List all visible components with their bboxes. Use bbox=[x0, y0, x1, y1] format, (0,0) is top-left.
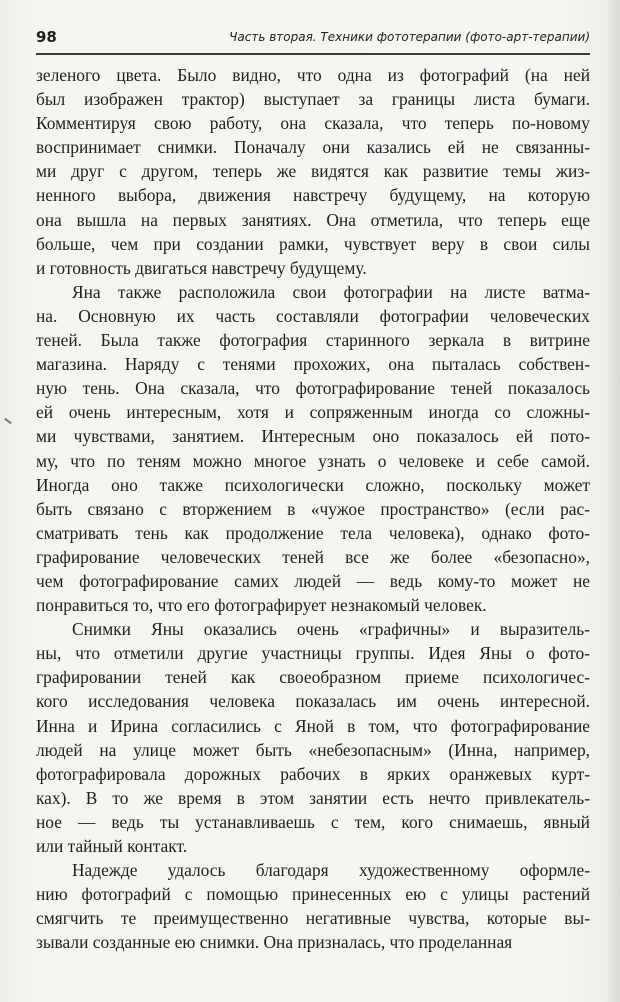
text-line: магазина. Наряду с тенями прохожих, она пыталась собствен- bbox=[36, 354, 590, 375]
text-line: ны, что отметили другие участницы группы. Идея Яны о фото- bbox=[36, 643, 590, 664]
text-line: ми друг с другом, теперь же видятся как развитие темы жиз- bbox=[36, 161, 590, 182]
text-line: Снимки Яны оказались очень «графичны» и выразитель- bbox=[72, 619, 590, 640]
text-line: Комментируя свою работу, она сказала, что теперь по-новому bbox=[36, 113, 590, 134]
text-line: Надежде удалось благодаря художественному оформле- bbox=[72, 860, 590, 881]
text-line: му, что по теням можно многое узнать о человеке и себе самой. bbox=[36, 450, 590, 471]
text-line: и готовность двигаться навстречу будущему. bbox=[36, 257, 367, 278]
text-line: больше, чем при создании рамки, чувствует веру в свои силы bbox=[36, 233, 590, 254]
text-line: Иногда оно также психологически сложно, поскольку может bbox=[36, 474, 590, 495]
paragraph bbox=[36, 617, 590, 858]
text-line: понравиться то, что его фотографирует незнакомый человек. bbox=[36, 595, 487, 616]
paragraph bbox=[36, 858, 590, 954]
paragraph bbox=[36, 280, 590, 617]
text-line: ное — ведь ты устанавливаешь с тем, кого снимаешь, явный bbox=[36, 811, 590, 832]
text-line: зеленого цвета. Было видно, что одна из фотографий (на ней bbox=[36, 65, 590, 85]
text-line: она вышла на первых занятиях. Она отметила, что теперь еще bbox=[36, 209, 590, 230]
text-line: быть связано с вторжением в «чужое пространство» (если рас- bbox=[36, 498, 590, 519]
text-line: графировании теней как своеобразном приеме психологичес- bbox=[36, 667, 590, 688]
page-header bbox=[36, 26, 590, 50]
text-line: теней. Была также фотография старинного зеркала в витрине bbox=[36, 330, 590, 351]
running-head: Часть вторая. Техники фототерапии (фото-арт-терапии) bbox=[229, 30, 590, 44]
text-line: был изображен трактор) выступает за границы листа бумаги. bbox=[36, 89, 590, 110]
text-line: ках). В то же время в этом занятии есть нечто привлекатель- bbox=[36, 787, 590, 808]
text-line: ненного выбора, движения навстречу будущему, на которую bbox=[36, 185, 590, 206]
paragraph bbox=[36, 63, 590, 280]
text-line: смягчить те преимущественно негативные чувства, которые вы- bbox=[36, 908, 590, 929]
body-text bbox=[36, 63, 590, 954]
text-line: сматривать тень как продолжение тела человека), однако фото- bbox=[36, 522, 590, 543]
text-line: на. Основную их часть составляли фотографии человеческих bbox=[36, 305, 590, 326]
text-line: кого исследования человека показалась им очень интересной. bbox=[36, 691, 590, 712]
text-line: нию фотографий с помощью принесенных ею с улицы растений bbox=[36, 884, 590, 905]
page-number: 98 bbox=[36, 28, 57, 46]
text-line: зывали созданные ею снимки. Она призналась, что проделанная bbox=[36, 932, 513, 953]
text-line: чем фотографирование самих людей — ведь кому-то может не bbox=[36, 570, 590, 591]
text-line: графирование человеческих теней все же более «безопасно», bbox=[36, 546, 590, 567]
text-line: фотографировала дорожных рабочих в ярких оранжевых курт- bbox=[36, 763, 590, 784]
text-line: или тайный контакт. bbox=[36, 836, 188, 856]
page-edge-shadow bbox=[606, 0, 620, 1002]
text-line: воспринимает снимки. Поначалу они казались ей не связанны- bbox=[36, 137, 590, 158]
margin-mark bbox=[4, 418, 12, 424]
text-line: Яна также расположила свои фотографии на листе ватма- bbox=[72, 281, 590, 302]
text-line: ми чувствами, занятием. Интересным оно показалось ей пото- bbox=[36, 426, 590, 447]
text-line: ную тень. Она сказала, что фотографирование теней показалось bbox=[36, 378, 590, 399]
text-line: ей очень интересным, хотя и сопряженным иногда со сложны- bbox=[36, 402, 590, 423]
text-line: Инна и Ирина согласились с Яной в том, что фотографирование bbox=[36, 715, 590, 736]
text-line: людей на улице может быть «небезопасным» (Инна, например, bbox=[36, 739, 590, 760]
header-divider bbox=[36, 53, 590, 55]
